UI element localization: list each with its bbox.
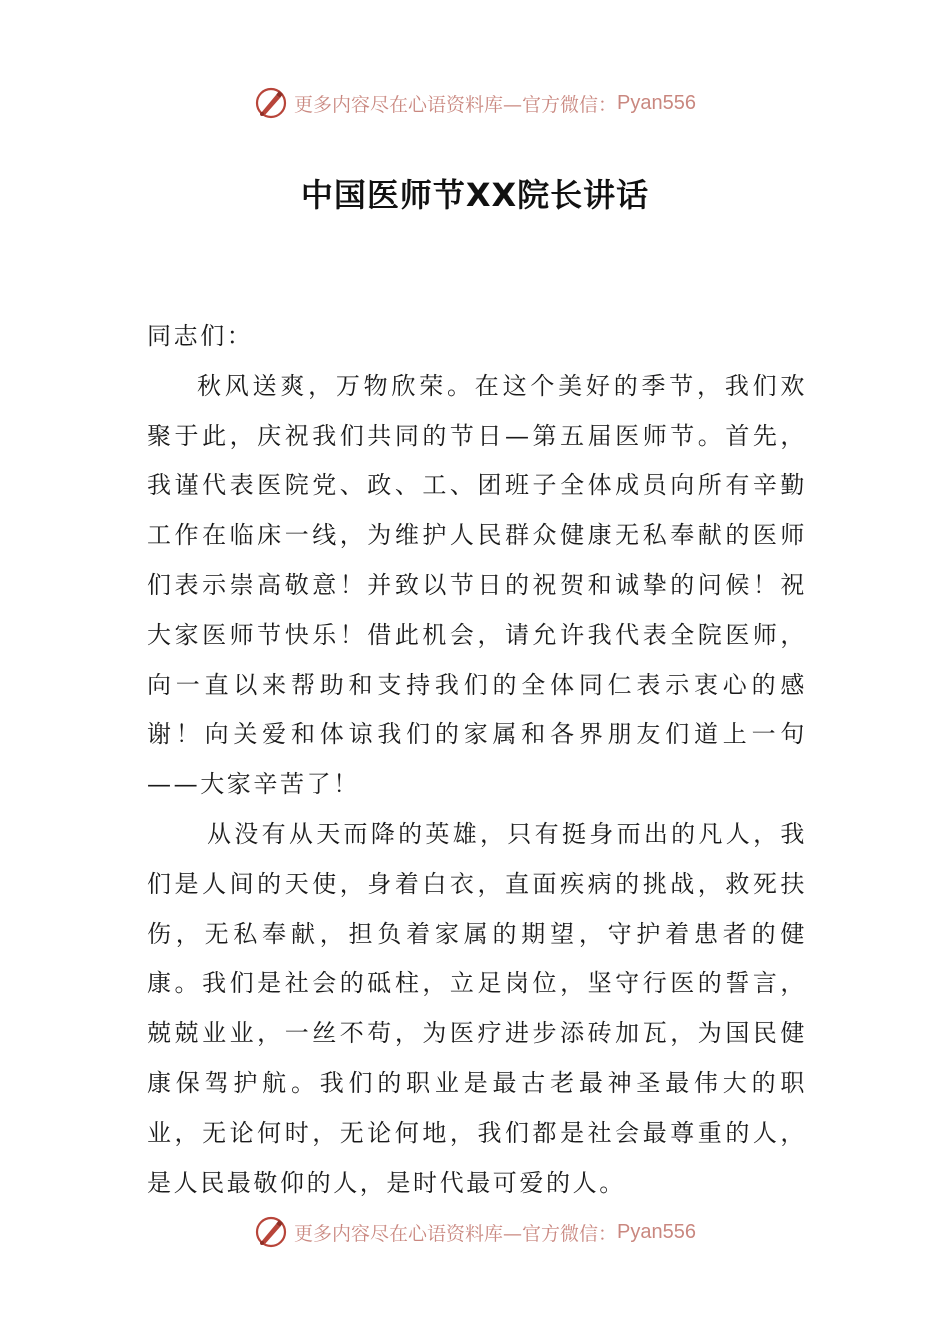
footer-watermark <box>0 1212 950 1252</box>
watermark-wechat-id: Pyan556 <box>617 1220 696 1243</box>
pen-circle-logo-icon <box>254 1215 288 1249</box>
greeting-line: 同志们： <box>147 322 254 350</box>
paragraph-2: 从没有从天而降的英雄，只有挺身而出的凡人，我们是人间的天使，身着白衣，直面疾病的挑战，救死扶伤，无私奉献，担负着家属的期望，守护着患者的健康。我们是社会的砥柱，立足岗位，坚守行医的誓言，兢兢业业，一丝不苟，为医疗进步添砖加瓦，为国民健康保驾护航。我们的职业是最古老最神圣最伟大的职业，无论何时，无论何地，我们都是社会最尊重的人，是人民最敬仰的人，是时代最可爱的人。 <box>147 819 807 1197</box>
pen-circle-logo-icon <box>254 86 288 120</box>
header-watermark <box>0 83 950 123</box>
watermark-text: 更多内容尽在心语资料库—官方微信： <box>294 1222 618 1245</box>
watermark-wechat-id: Pyan556 <box>617 91 696 114</box>
paragraph-1: 秋风送爽，万物欣荣。在这个美好的季节，我们欢聚于此，庆祝我们共同的节日—第五届医师节。首先，我谨代表医院党、政、工、团班子全体成员向所有辛勤工作在临床一线，为维护人民群众健康无私奉献的医师们表示崇高敬意！并致以节日的祝贺和诚挚的问候！祝大家医师节快乐！借此机会，请允许我代表全院医师，向一直以来帮助和支持我们的全体同仁表示衷心的感谢！向关爱和体谅我们的家属和各界朋友们道上一句——大家辛苦了！ <box>147 371 807 799</box>
document-title: 中国医师节XX院长讲话 <box>300 176 650 214</box>
document-body <box>147 312 807 1208</box>
watermark-text: 更多内容尽在心语资料库—官方微信： <box>294 93 618 116</box>
